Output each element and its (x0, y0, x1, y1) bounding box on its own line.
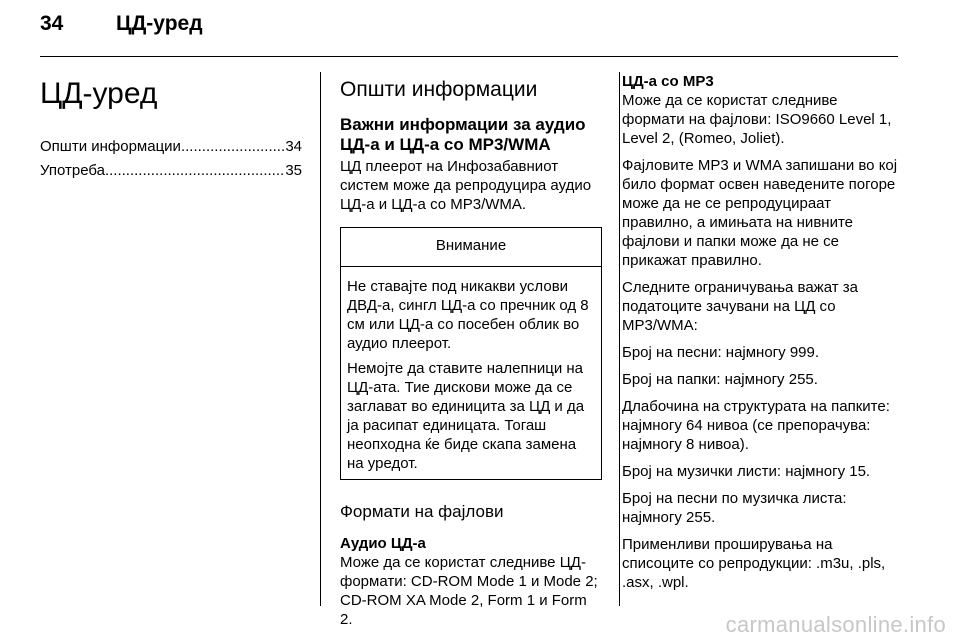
watermark: carmanualsonline.info (725, 612, 946, 637)
body-paragraph: Број на песни: најмногу 999. (622, 344, 820, 361)
running-title: ЦД-уред (116, 12, 203, 35)
toc-entry-page: 34 (285, 138, 302, 155)
body-paragraph: Фајловите MP3 и WMA запишани во кој било формат освен наведените погоре може да не се репродуцираат правилно, а имињата на нивните фајлови и папки може да не се прикажат правилно. (622, 157, 898, 269)
body-paragraph: Може да се користат следниве формати на фајлови: ISO9660 Level 1, Level 2, (Romeo, Joliet). (622, 92, 892, 147)
toc-entry-label: Општи информации (40, 138, 181, 155)
column-divider-2 (619, 72, 620, 606)
toc-entry[interactable] (40, 135, 302, 159)
toc-entry-page: 35 (285, 162, 302, 179)
section-title: Општи информации (340, 78, 538, 101)
body-paragraph: Број на папки: најмногу 255. (622, 371, 818, 388)
column-divider-1 (320, 72, 321, 606)
warning-box (340, 227, 602, 480)
toc-entry-label: Употреба (40, 162, 105, 179)
mp3-column (622, 72, 904, 598)
toc-leader-dots (181, 135, 285, 159)
warning-body (341, 267, 601, 479)
audio-cd-title: Аудио ЦД-а (340, 535, 426, 552)
toc-entry[interactable] (40, 159, 302, 183)
body-paragraph: Длабочина на структурата на папките: најмногу 64 нивоа (се препорачува: најмногу 8 нивоа). (622, 398, 890, 453)
general-info-column (340, 72, 602, 638)
intro-paragraph: ЦД плеерот на Инфозабавниот систем може да репродуцира аудио ЦД-а и ЦД-а со MP3/WMA. (340, 158, 592, 213)
toc-column (40, 72, 302, 183)
chapter-title: ЦД-уред (40, 77, 158, 110)
body-paragraph: Следните ограничувања важат за податоците зачувани на ЦД со MP3/WMA: (622, 279, 858, 334)
warning-title: Внимание (341, 228, 601, 267)
body-paragraph: Број на песни по музичка листа: најмногу 255. (622, 490, 847, 526)
audio-cd-paragraph: Може да се користат следниве ЦД-формати: CD-ROM Mode 1 и Mode 2; CD-ROM XA Mode 2, Form 1 и Form 2. (340, 554, 598, 628)
warning-paragraph: Не ставајте под никакви услови ДВД-а, сингл ЦД-а со пречник од 8 см или ЦД-а со посебен облик во аудио плеерот. (347, 278, 589, 352)
toc-leader-dots (105, 159, 285, 183)
body-paragraph: Број на музички листи: најмногу 15. (622, 463, 871, 480)
warning-paragraph: Немојте да ставите налепници на ЦД-ата. Тие дискови може да се заглават во единицита за ЦД и да ја расипат единицата. Тогаш неопходна ќе биде скапа замена на уредот. (347, 360, 585, 472)
file-formats-title: Формати на фајлови (340, 502, 504, 521)
header-divider (40, 56, 898, 57)
body-paragraph: Применливи проширувања на списоците со репродукции: .m3u, .pls, .asx, .wpl. (622, 536, 886, 591)
mp3-cd-title: ЦД-а со MP3 (622, 73, 714, 90)
page-number: 34 (40, 12, 64, 35)
subsection-title: Важни информации за аудио ЦД-а и ЦД-а со MP3/WMA (340, 115, 586, 154)
